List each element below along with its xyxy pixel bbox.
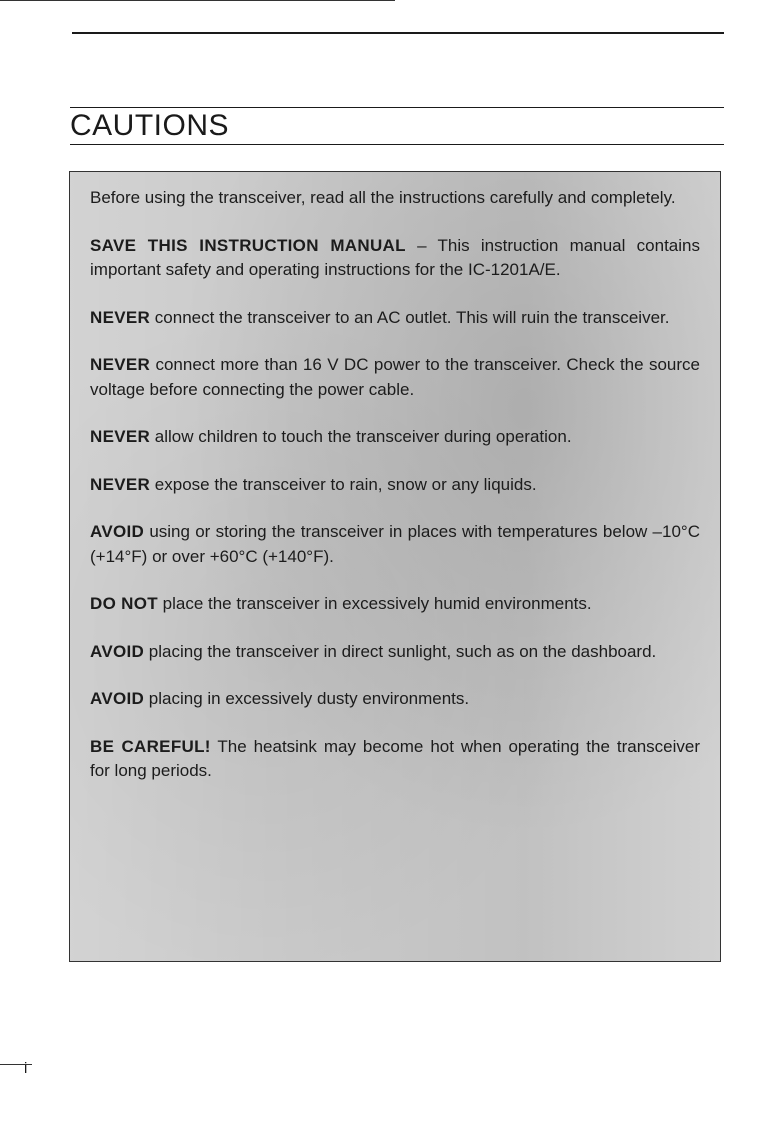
page-title: CAUTIONS bbox=[70, 109, 230, 142]
caution-item bbox=[90, 234, 700, 283]
caution-text: using or storing the transceiver in places with temperatures below –10°C (+14°F) or over +60°C (+140°F). bbox=[90, 522, 700, 566]
caution-text: connect more than 16 V DC power to the transceiver. Check the source voltage before connecting the power cable. bbox=[90, 355, 700, 399]
caution-item bbox=[90, 735, 700, 784]
caution-text: placing in excessively dusty environments. bbox=[144, 689, 470, 708]
caution-keyword: BE CAREFUL! bbox=[90, 736, 211, 756]
caution-keyword: NEVER bbox=[90, 355, 151, 374]
caution-item bbox=[90, 353, 700, 402]
caution-item bbox=[90, 520, 700, 569]
caution-text: expose the transceiver to rain, snow or any liquids. bbox=[150, 474, 537, 494]
caution-item bbox=[90, 640, 700, 665]
caution-keyword: AVOID bbox=[90, 522, 145, 541]
caution-text: The heatsink may become hot when operating the transceiver for long periods. bbox=[90, 736, 701, 780]
caution-keyword: NEVER bbox=[90, 474, 151, 494]
caution-text: Before using the transceiver, read all the instructions carefully and completely. bbox=[90, 188, 676, 207]
page-number: i bbox=[24, 1060, 28, 1077]
caution-keyword: AVOID bbox=[90, 689, 145, 708]
caution-text: place the transceiver in excessively humid environments. bbox=[157, 594, 592, 613]
caution-keyword: NEVER bbox=[90, 427, 151, 446]
caution-keyword: DO NOT bbox=[90, 594, 158, 613]
cautions-box bbox=[69, 171, 721, 962]
caution-item bbox=[90, 473, 700, 498]
caution-item bbox=[90, 687, 700, 712]
header-rule bbox=[72, 32, 724, 34]
caution-text: – This instruction manual contains important safety and operating instructions for the IC-1201A/E. bbox=[90, 235, 700, 279]
caution-item bbox=[90, 425, 700, 450]
caution-text: connect the transceiver to an AC outlet. This will ruin the transceiver. bbox=[150, 307, 670, 327]
caution-text: allow children to touch the transceiver during operation. bbox=[150, 427, 572, 446]
caution-item bbox=[90, 306, 700, 331]
caution-keyword: SAVE THIS INSTRUCTION MANUAL bbox=[90, 235, 406, 255]
caution-keyword: AVOID bbox=[90, 641, 145, 661]
caution-item bbox=[90, 592, 700, 617]
caution-keyword: NEVER bbox=[90, 307, 151, 327]
corner-rule bbox=[0, 0, 395, 1]
caution-item bbox=[90, 186, 700, 211]
title-rule-bottom bbox=[70, 144, 724, 145]
caution-text: placing the transceiver in direct sunlight, such as on the dashboard. bbox=[144, 641, 657, 661]
